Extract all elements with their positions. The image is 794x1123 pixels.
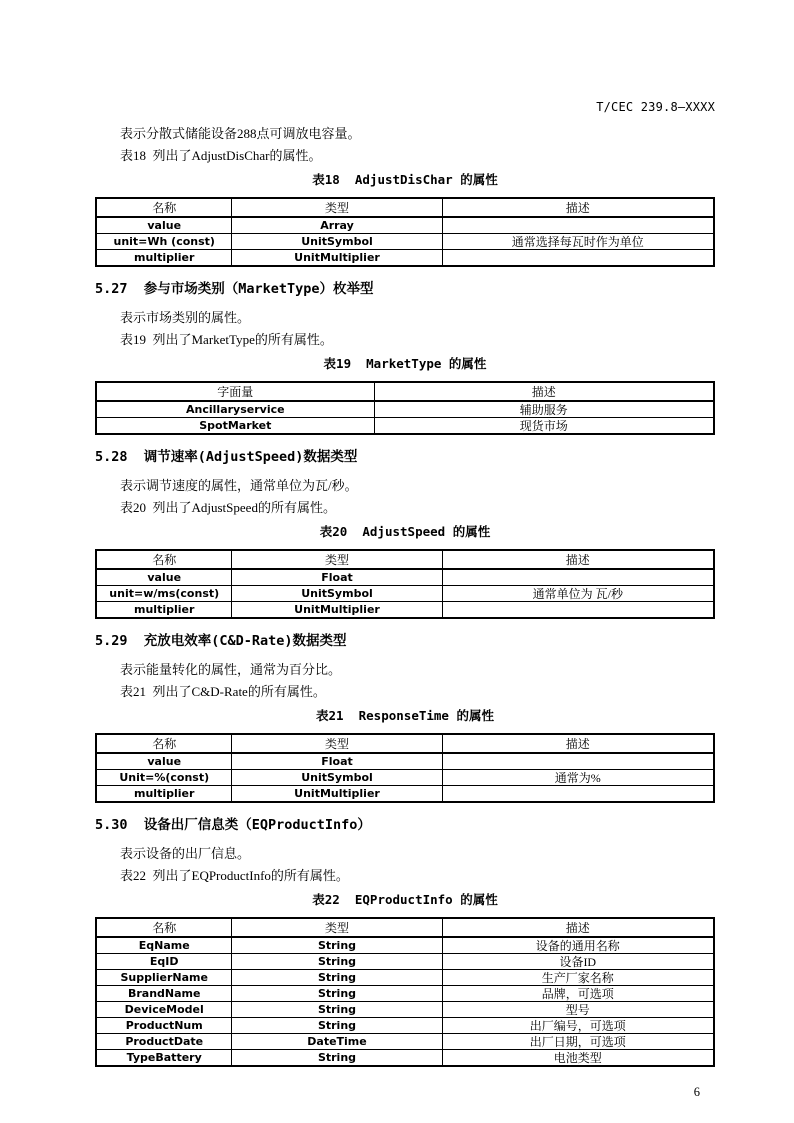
- table-cell: [442, 602, 714, 619]
- table-cell: multiplier: [96, 250, 232, 267]
- table-row: [96, 234, 714, 250]
- paragraph: 表示分散式储能设备288点可调放电容量。: [120, 126, 361, 141]
- section-heading: 5.27 参与市场类别（MarketType）枚举型: [95, 281, 374, 297]
- paragraph: 表示市场类别的属性。: [120, 310, 251, 325]
- table-row: [96, 602, 714, 619]
- table-cell: value: [96, 753, 232, 770]
- table-cell: [442, 786, 714, 803]
- table-cell: String: [232, 986, 442, 1002]
- table-cell: UnitSymbol: [232, 770, 442, 786]
- table-header-row: [96, 382, 714, 401]
- table-row: [96, 970, 714, 986]
- table-header-row: [96, 734, 714, 753]
- table-cell: String: [232, 970, 442, 986]
- table-cell: 通常为%: [442, 770, 714, 786]
- table-caption: 表22 EQProductInfo 的属性: [312, 892, 498, 907]
- table-cell: String: [232, 937, 442, 954]
- table-cell: SpotMarket: [96, 418, 374, 435]
- column-header: 描述: [442, 550, 714, 569]
- table-row: [96, 986, 714, 1002]
- table-cell: value: [96, 569, 232, 586]
- table-cell: 通常选择每瓦时作为单位: [442, 234, 714, 250]
- table-cell: EqID: [96, 954, 232, 970]
- page-header: [95, 100, 715, 114]
- table-caption: 表19 MarketType 的属性: [323, 356, 487, 371]
- table-cell: value: [96, 217, 232, 234]
- table-row: [96, 217, 714, 234]
- page-footer: [95, 1085, 715, 1100]
- table-cell: UnitMultiplier: [232, 786, 442, 803]
- table-cell: 现货市场: [374, 418, 714, 435]
- table-cell: [442, 753, 714, 770]
- table-row: [96, 1002, 714, 1018]
- paragraph-group: [95, 659, 715, 703]
- section-5-30: [95, 817, 715, 1067]
- table-cell: [442, 569, 714, 586]
- table-row: [96, 1018, 714, 1034]
- table-cell: 电池类型: [442, 1050, 714, 1067]
- table-cell: 品牌，可选项: [442, 986, 714, 1002]
- table-cell: [442, 217, 714, 234]
- column-header: 类型: [232, 918, 442, 937]
- paragraph-group: [95, 307, 715, 351]
- paragraph: 表19 列出了MarketType的所有属性。: [120, 332, 333, 347]
- column-header: 名称: [96, 734, 232, 753]
- column-header: 描述: [374, 382, 714, 401]
- paragraph: 表20 列出了AdjustSpeed的所有属性。: [120, 500, 336, 515]
- column-header: 描述: [442, 918, 714, 937]
- column-header: 类型: [232, 198, 442, 217]
- table-cell: unit=Wh (const): [96, 234, 232, 250]
- table-cell: [442, 250, 714, 267]
- table-cell: multiplier: [96, 602, 232, 619]
- table-cell: 生产厂家名称: [442, 970, 714, 986]
- table-row: [96, 586, 714, 602]
- column-header: 字面量: [96, 382, 374, 401]
- section-heading: 5.30 设备出厂信息类（EQProductInfo）: [95, 817, 371, 833]
- paragraph: 表18 列出了AdjustDisChar的属性。: [120, 148, 322, 163]
- table-cell: 设备的通用名称: [442, 937, 714, 954]
- attribute-table-21: [95, 733, 715, 803]
- table-row: [96, 770, 714, 786]
- paragraph: 表示能量转化的属性，通常为百分比。: [120, 662, 342, 677]
- section-heading: 5.28 调节速率(AdjustSpeed)数据类型: [95, 449, 358, 465]
- table-cell: Array: [232, 217, 442, 234]
- table-cell: multiplier: [96, 786, 232, 803]
- table-cell: SupplierName: [96, 970, 232, 986]
- table-caption: 表21 ResponseTime 的属性: [316, 708, 494, 723]
- column-header: 描述: [442, 198, 714, 217]
- table-cell: String: [232, 954, 442, 970]
- paragraph: 表22 列出了EQProductInfo的所有属性。: [120, 868, 349, 883]
- table-cell: UnitSymbol: [232, 234, 442, 250]
- paragraph-group: [95, 123, 715, 167]
- table-cell: 出厂编号，可选项: [442, 1018, 714, 1034]
- table-row: [96, 250, 714, 267]
- table-cell: UnitMultiplier: [232, 602, 442, 619]
- table-row: [96, 786, 714, 803]
- table-header-row: [96, 918, 714, 937]
- column-header: 类型: [232, 734, 442, 753]
- section-5-27: [95, 281, 715, 435]
- table-cell: BrandName: [96, 986, 232, 1002]
- attribute-table-22: [95, 917, 715, 1067]
- paragraph: 表示设备的出厂信息。: [120, 846, 251, 861]
- table-row: [96, 937, 714, 954]
- table-cell: Float: [232, 753, 442, 770]
- table-cell: String: [232, 1018, 442, 1034]
- paragraph-group: [95, 475, 715, 519]
- table-row: [96, 753, 714, 770]
- attribute-table-20: [95, 549, 715, 619]
- table-row: [96, 569, 714, 586]
- doc-code: T/CEC 239.8—XXXX: [596, 100, 715, 114]
- table-cell: EqName: [96, 937, 232, 954]
- paragraph: 表示调节速度的属性，通常单位为瓦/秒。: [120, 478, 358, 493]
- section-heading: 5.29 充放电效率(C&D-Rate)数据类型: [95, 633, 347, 649]
- table-cell: String: [232, 1002, 442, 1018]
- table-cell: 通常单位为 瓦/秒: [442, 586, 714, 602]
- table-cell: 型号: [442, 1002, 714, 1018]
- table-header-row: [96, 198, 714, 217]
- table-caption: 表18 AdjustDisChar 的属性: [312, 172, 498, 187]
- column-header: 名称: [96, 918, 232, 937]
- table-cell: 设备ID: [442, 954, 714, 970]
- column-header: 名称: [96, 550, 232, 569]
- table-cell: ProductDate: [96, 1034, 232, 1050]
- section-5-28: [95, 449, 715, 619]
- table-caption: 表20 AdjustSpeed 的属性: [319, 524, 491, 539]
- table-cell: Ancillaryservice: [96, 401, 374, 418]
- table-cell: Float: [232, 569, 442, 586]
- paragraph-group: [95, 843, 715, 887]
- column-header: 名称: [96, 198, 232, 217]
- table-cell: 出厂日期，可选项: [442, 1034, 714, 1050]
- table-row: [96, 418, 714, 435]
- page-number: 6: [693, 1085, 700, 1099]
- attribute-table-18: [95, 197, 715, 267]
- table-cell: DateTime: [232, 1034, 442, 1050]
- section-adjustdischar: [95, 123, 715, 267]
- table-row: [96, 1050, 714, 1067]
- table-cell: TypeBattery: [96, 1050, 232, 1067]
- table-row: [96, 1034, 714, 1050]
- table-cell: unit=w/ms(const): [96, 586, 232, 602]
- table-cell: DeviceModel: [96, 1002, 232, 1018]
- column-header: 类型: [232, 550, 442, 569]
- attribute-table-19: [95, 381, 715, 435]
- paragraph: 表21 列出了C&D-Rate的所有属性。: [120, 684, 326, 699]
- table-header-row: [96, 550, 714, 569]
- table-row: [96, 954, 714, 970]
- table-cell: UnitMultiplier: [232, 250, 442, 267]
- column-header: 描述: [442, 734, 714, 753]
- table-cell: ProductNum: [96, 1018, 232, 1034]
- section-5-29: [95, 633, 715, 803]
- table-cell: String: [232, 1050, 442, 1067]
- table-cell: Unit=%(const): [96, 770, 232, 786]
- table-cell: UnitSymbol: [232, 586, 442, 602]
- table-row: [96, 401, 714, 418]
- table-cell: 辅助服务: [374, 401, 714, 418]
